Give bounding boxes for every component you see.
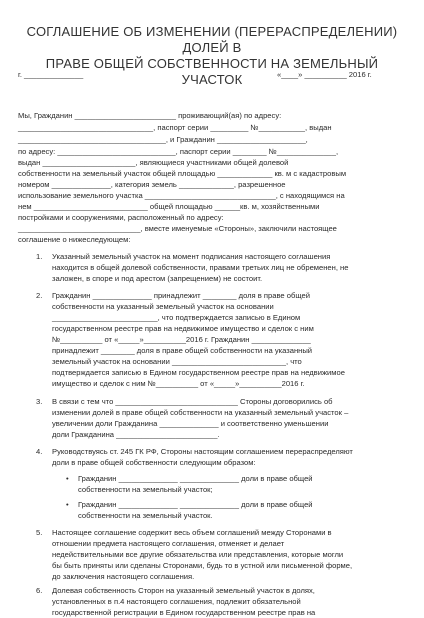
item-line: В связи с тем что _____________________________ Стороны договорились об xyxy=(52,397,333,406)
item-line: доли Гражданина ________________________. xyxy=(52,430,220,439)
intro-line: соглашение о нижеследующем: xyxy=(18,235,131,244)
intro-line: _____________________________, вместе именуемые «Стороны», заключили настоящее xyxy=(18,224,337,233)
item-line: недействительными все другие обязательства или представления, которые могли xyxy=(52,550,344,559)
item-line: земельный участок на основании ___________________________, что xyxy=(52,357,302,366)
intro-line: ___________________________________, и Гражданин _____________________, xyxy=(18,135,308,144)
intro-line: Мы, Гражданин ________________________ проживающий(ая) по адресу: xyxy=(18,111,282,120)
intro-line: постройками и сооружениями, расположенный по адресу: xyxy=(18,213,224,222)
item-number: 6. xyxy=(36,586,43,595)
title-line-1: СОГЛАШЕНИЕ ОБ ИЗМЕНЕНИИ (ПЕРЕРАСПРЕДЕЛЕНИИ) ДОЛЕЙ В xyxy=(26,24,398,55)
bullet-line: собственности на земельный участок. xyxy=(78,511,213,520)
item-line: заложен, в споре и под арестом (запрещением) не состоит. xyxy=(52,274,263,283)
item-line: доли в праве общей собственности следующим образом: xyxy=(52,458,256,467)
item-line: находится в общей долевой собственности, правами третьих лиц не обременен, не xyxy=(52,263,349,272)
item-line: установленных в п.4 настоящего соглашения, подлежит обязательной xyxy=(52,597,301,606)
item-line: собственности на указанный земельный участок на основании xyxy=(52,302,274,311)
intro-line: нем ___________________________ общей площадью ______кв. м, хозяйственными xyxy=(18,202,320,211)
bullet-mark: • xyxy=(66,474,69,483)
item-line: подтверждается записью в Едином государственном реестре прав на недвижимое xyxy=(52,368,345,377)
item-line: изменении долей в праве общей собственности на указанный земельный участок – xyxy=(52,408,349,417)
item-number: 2. xyxy=(36,291,43,300)
item-number: 1. xyxy=(36,252,43,261)
item-line: до заключения настоящего соглашения. xyxy=(52,572,195,581)
title-line-2: ПРАВЕ ОБЩЕЙ СОБСТВЕННОСТИ НА ЗЕМЕЛЬНЫЙ УЧАСТОК xyxy=(45,56,379,87)
intro-line: собственности на земельный участок общей площадью _____________ кв. м с кадастровым xyxy=(18,169,347,178)
item-line: Гражданин ______________ принадлежит ________ доля в праве общей xyxy=(52,291,310,300)
item-line: Руководствуясь ст. 245 ГК РФ, Стороны настоящим соглашением перераспределяют xyxy=(52,447,353,456)
item-number: 3. xyxy=(36,397,43,406)
item-line: увеличении доли Гражданина ______________ и соответственно уменьшении xyxy=(52,419,329,428)
intro-line: использование земельного участка _______________________________, с находящимся на xyxy=(18,191,345,200)
item-line: государственной регистрации в Едином государственном реестре прав на xyxy=(52,608,316,617)
item-line: Долевая собственность Сторон на указанный земельный участок в долях, xyxy=(52,586,315,595)
item-line: имущество и сделок с ним №__________ от «_____»__________2016 г. xyxy=(52,379,305,388)
bullet-line: Гражданин ______________ ______________ доли в праве общей xyxy=(78,500,313,509)
item-line: _________________________, что подтверждается записью в Едином xyxy=(52,313,301,322)
item-line: государственном реестре прав на недвижимое имущество и сделок с ним xyxy=(52,324,314,333)
intro-line: по адресу: ____________________________, паспорт серии ________ №______________, xyxy=(18,147,339,156)
item-number: 4. xyxy=(36,447,43,456)
bullet-line: собственности на земельный участок; xyxy=(78,485,213,494)
intro-line: ________________________________, паспорт серии _________ №___________, выдан xyxy=(18,123,332,132)
place-line: г. ______________ xyxy=(18,70,84,79)
bullet-line: Гражданин ______________ ______________ доли в праве общей xyxy=(78,474,313,483)
bullet-mark: • xyxy=(66,500,69,509)
intro-line: номером ______________, категория земель _____________, разрешенное xyxy=(18,180,286,189)
item-line: Указанный земельный участок на момент подписания настоящего соглашения xyxy=(52,252,331,261)
item-number: 5. xyxy=(36,528,43,537)
item-line: принадлежит ________ доля в праве общей собственности на указанный xyxy=(52,346,313,355)
item-line: бы быть приняты или сделаны Сторонами, будь то в устной или письменной форме, xyxy=(52,561,353,570)
item-line: отношении предмета настоящего соглашения, отменяет и делает xyxy=(52,539,285,548)
date-line: «____» __________ 2016 г. xyxy=(277,70,372,79)
item-line: №__________ от «_____»__________2016 г. Гражданин ______________ xyxy=(52,335,311,344)
intro-line: выдан ______________________, являющиеся участниками общей долевой xyxy=(18,158,289,167)
item-line: Настоящее соглашение содержит весь объем соглашений между Сторонами в xyxy=(52,528,332,537)
